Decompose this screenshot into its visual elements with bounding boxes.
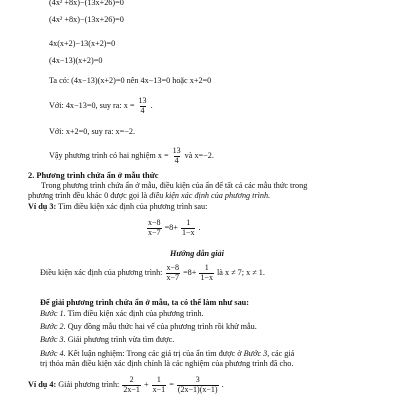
conclusion-text: Vậy phương trình có hai nghiệm x = <box>49 151 169 161</box>
fraction-13-4 <box>138 97 148 116</box>
step-line-7: Với: x+2=0, suy ra: x=−2. <box>49 127 136 136</box>
step-4 <box>40 349 294 358</box>
step-line-4: (4x−13)(x+2)=0 <box>49 56 103 65</box>
fraction-2-over-2x-minus-1 <box>122 376 141 395</box>
fraction-denominator: x−1 <box>152 384 166 394</box>
fraction-1-over-x-minus-1 <box>152 376 167 395</box>
fraction-numerator: 1 <box>156 375 161 384</box>
condition-result: là x ≠ 7; x ≠ 1. <box>217 268 265 278</box>
example-4-line <box>28 376 224 395</box>
equation-middle: =8+ <box>183 268 197 278</box>
equals-sign: = <box>169 380 174 390</box>
fraction-denominator: 4 <box>174 155 179 165</box>
step-2 <box>40 322 257 331</box>
step-1-label: Bước 1. <box>40 309 66 318</box>
paragraph-line-1: Trong phương trình chứa ẩn ở mẫu, điều kiện của ẩn để tất cả các mẫu thức trong <box>41 181 308 190</box>
section-heading: 2. Phương trình chứa ẩn ở mẫu thức <box>28 171 159 180</box>
example-4-text: Giải phương trình: <box>58 380 120 390</box>
fraction-denominator: x−7 <box>148 227 161 237</box>
fraction-3-over-product <box>177 376 219 395</box>
method-heading: Để giải phương trình chứa ẩn ở mẫu, ta có thể làm như sau: <box>40 298 249 307</box>
fraction-denominator: 1−x <box>181 227 195 237</box>
fraction-denominator: 2x−1 <box>123 384 140 394</box>
example-3-line <box>28 202 207 211</box>
fraction-13-4 <box>172 147 182 166</box>
fraction-numerator: 1 <box>204 263 209 272</box>
fraction-numerator: x−8 <box>148 218 161 227</box>
fraction-numerator: 1 <box>186 218 191 227</box>
step-3-label: Bước 3. <box>40 335 66 344</box>
fraction-denominator: x−7 <box>166 272 180 282</box>
example-3-equation <box>146 219 201 238</box>
example-3-text: Tìm điều kiện xác định của phương trình sau: <box>58 202 208 211</box>
equation-end: . <box>198 223 201 233</box>
equation-middle: =8+ <box>164 223 178 233</box>
fraction-denominator: 4 <box>140 105 145 115</box>
step-1 <box>40 309 204 318</box>
fraction-numerator: 13 <box>138 96 147 105</box>
fraction-x-minus-8-over-x-minus-7 <box>147 219 162 238</box>
step-2-text: Quy đồng mẫu thức hai vế của phương trình rồi khử mẫu. <box>67 322 257 331</box>
example-4-label: Ví dụ 4: <box>28 380 57 390</box>
condition-line <box>40 264 265 283</box>
fraction-numerator: 3 <box>195 375 200 384</box>
step-4-label: Bước 4. <box>40 349 66 358</box>
step-3-text: Giải phương trình vừa tìm được. <box>67 335 175 344</box>
paragraph-line-2 <box>28 191 270 200</box>
step-line-2: (4x² +8x)−(13x+26)=0 <box>49 15 124 24</box>
paragraph-text: phương trình đều khác 0 được gọi là <box>28 191 148 200</box>
step-4-reference: Bước 3 <box>243 349 268 358</box>
step-line-1: (4x² +8x)−(13x+26)=0 <box>49 0 124 7</box>
fraction-numerator: 13 <box>172 146 181 155</box>
step-line-6-end: . <box>150 101 153 111</box>
step-3 <box>40 335 174 344</box>
equation-end: . <box>221 380 224 390</box>
solution-guide-heading: Hướng dẫn giải <box>170 249 224 258</box>
step-1-text: Tìm điều kiện xác định của phương trình. <box>67 309 204 318</box>
fraction-x-minus-8-over-x-minus-7 <box>166 264 181 283</box>
step-line-6 <box>49 97 153 116</box>
step-line-5: Ta có: (4x−13)(x+2)=0 nên 4x−13=0 hoặc x+2=0 <box>49 76 212 85</box>
definition-term: điều kiện xác định của phương trình. <box>149 191 271 200</box>
step-2-label: Bước 2. <box>40 322 66 331</box>
fraction-1-over-1-minus-x <box>181 219 196 238</box>
example-3-label: Ví dụ 3: <box>28 202 57 211</box>
fraction-1-over-1-minus-x <box>199 264 214 283</box>
fraction-numerator: 2 <box>129 375 134 384</box>
step-4-text: Kết luận nghiệm: Trong các giá trị của ẩn tìm được ở <box>67 349 242 358</box>
step-4-continuation: trị thỏa mãn điều kiện xác định chính là các nghiệm của phương trình đã cho. <box>40 359 294 368</box>
step-line-3: 4x(x+2)−13(x+2)=0 <box>49 39 116 48</box>
step-line-6-text: Với: 4x−13=0, suy ra: x = <box>49 101 135 111</box>
condition-text: Điều kiện xác định của phương trình: <box>40 268 163 278</box>
step-4-text-end: , các giá <box>267 349 295 358</box>
plus-sign: + <box>143 380 149 390</box>
fraction-denominator: 1−x <box>200 272 213 282</box>
conclusion-end: và x=−2. <box>184 151 214 161</box>
fraction-denominator: (2x−1)(x−1) <box>177 384 218 394</box>
fraction-numerator: x−8 <box>166 263 180 272</box>
conclusion-line <box>49 147 214 166</box>
